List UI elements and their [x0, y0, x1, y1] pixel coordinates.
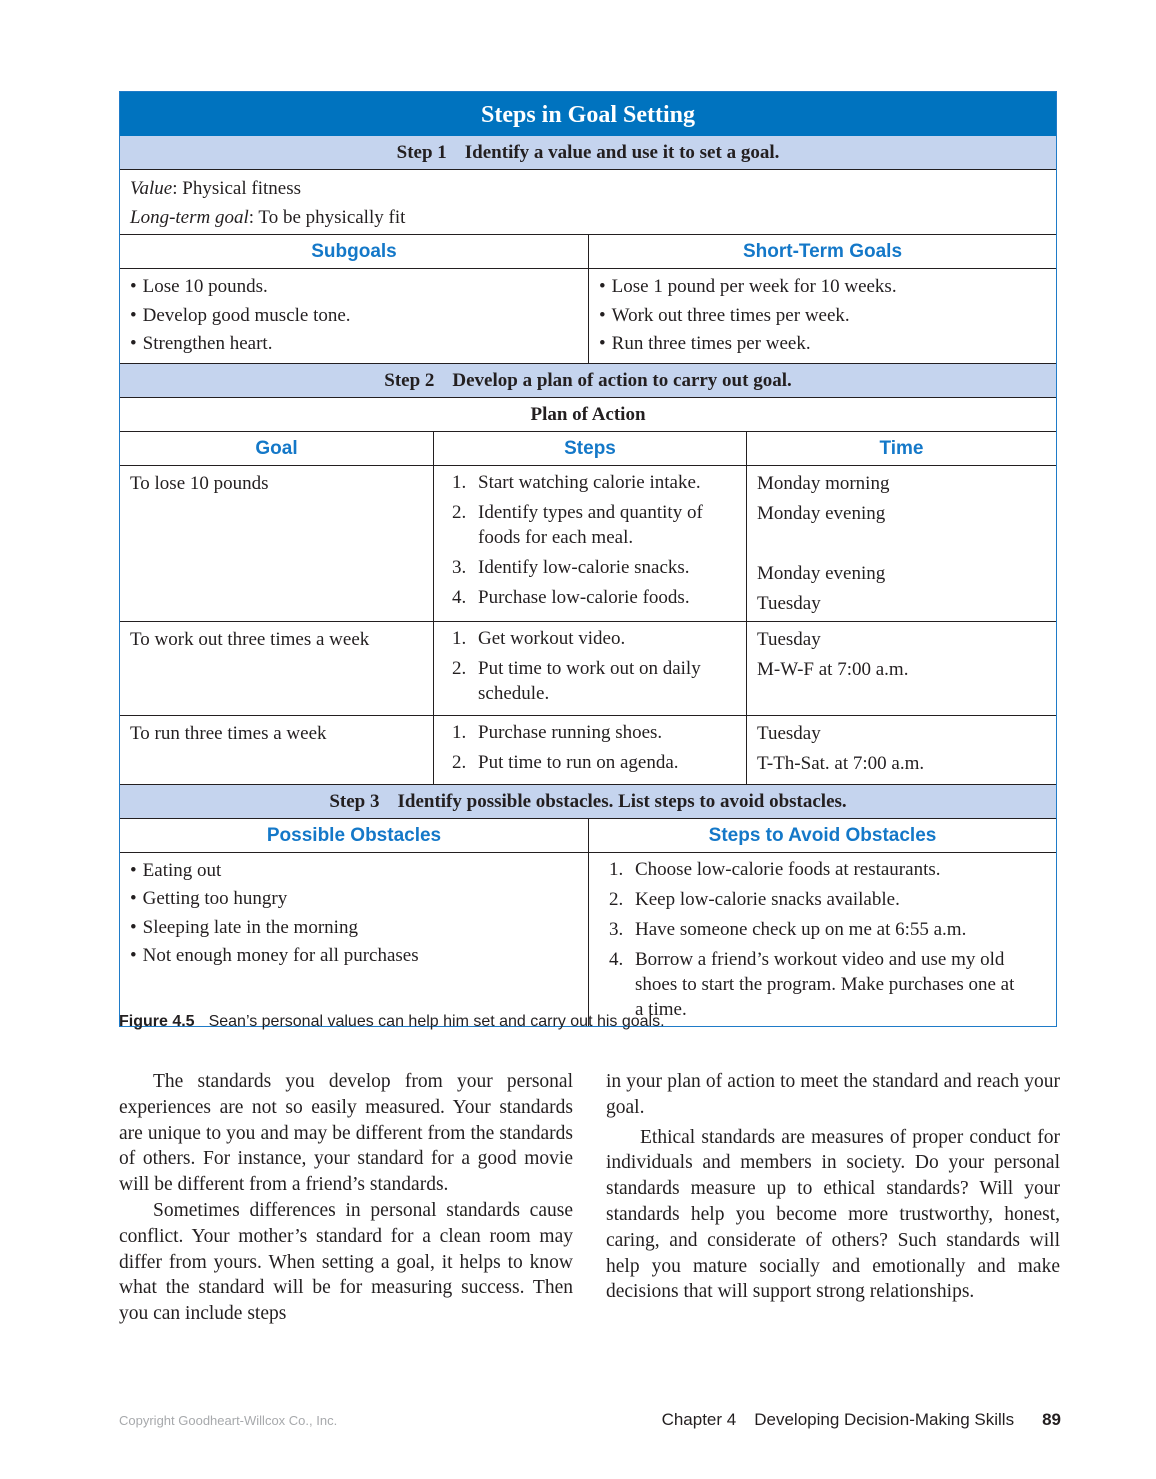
plan-time: Monday evening — [757, 562, 886, 584]
plan-step: 1. Start watching calorie intake. — [452, 471, 701, 493]
obstacle-item: • Not enough money for all purchases — [130, 942, 578, 971]
long-term-label: Long-term goal — [130, 207, 249, 228]
long-term-text: : To be physically fit — [248, 207, 406, 228]
plan-times — [746, 622, 1056, 715]
chapter-title: Developing Decision-Making Skills — [754, 1410, 1015, 1429]
short-term-list — [599, 269, 1046, 363]
step2-number: Step 2 — [384, 369, 435, 391]
obstacles-header: Possible Obstacles — [266, 824, 442, 846]
plan-step: 2. Identify types and quantity of foods for each meal. — [452, 501, 703, 548]
body-column-right — [606, 1069, 1060, 1305]
avoid-step: 2. Keep low-calorie snacks available. — [609, 888, 900, 910]
plan-goal: To work out three times a week — [130, 628, 370, 650]
subgoal-item: • Lose 10 pounds. — [130, 273, 578, 302]
step2-text: Develop a plan of action to carry out goal. — [452, 369, 792, 391]
goal-header: Goal — [255, 437, 298, 459]
caption-label: Figure 4.5 — [119, 1013, 195, 1030]
time-header: Time — [746, 432, 1056, 465]
subgoal-item: • Develop good muscle tone. — [130, 302, 578, 331]
step2-header — [120, 363, 1056, 398]
body-column-left — [119, 1069, 573, 1327]
goals-row — [120, 268, 1056, 363]
plan-step: 1. Get workout video. — [452, 627, 626, 649]
page-number: 89 — [1042, 1410, 1061, 1429]
plan-time: Tuesday — [757, 628, 821, 650]
plan-time: T-Th-Sat. at 7:00 a.m. — [757, 752, 925, 774]
obstacle-item: • Sleeping late in the morning — [130, 914, 578, 943]
caption-text: Sean’s personal values can help him set and carry out his goals. — [208, 1013, 665, 1030]
plan-step: 2. Put time to run on agenda. — [452, 751, 679, 773]
subgoals-list — [130, 269, 578, 363]
plan-time: Monday morning — [757, 472, 890, 494]
value-line — [130, 174, 1046, 203]
avoid-header: Steps to Avoid Obstacles — [588, 819, 1056, 852]
avoid-list — [609, 853, 1046, 1026]
goal-setting-figure — [119, 91, 1057, 1027]
plan-goal: To lose 10 pounds — [130, 472, 269, 494]
step1-text: Identify a value and use it to set a goal. — [464, 142, 780, 163]
plan-time: Tuesday — [757, 722, 821, 744]
plan-row — [120, 621, 1056, 715]
body-paragraph: The standards you develop from your personal experiences are not so easily measured. Your standards are unique to you and may be different from the standards of others. For instance, your standard for a good movie will be different from a friend’s standards. — [119, 1071, 573, 1196]
obstacle-item: • Eating out — [130, 857, 578, 886]
plan-steps — [433, 466, 746, 621]
figure-caption — [119, 1013, 665, 1031]
obstacles-list — [130, 853, 578, 975]
body-paragraph: Ethical standards are measures of proper conduct for individuals and members in society. Do your personal standards measure up to ethical standards? Will your standards help you become more trustworthy, honest, caring, and considerate of others? Such standards will help you mature socially and emotionally and make decisions that will support strong relationships. — [606, 1126, 1060, 1303]
steps-header: Steps — [433, 432, 746, 465]
plan-time: Tuesday — [757, 592, 821, 614]
body-paragraph: in your plan of action to meet the standard and reach your goal. — [606, 1071, 1060, 1118]
step1-header — [120, 136, 1056, 170]
body-paragraph: Sometimes differences in personal standards cause conflict. Your mother’s standard for a clean room may differ from yours. When setting a goal, it helps to know what the standard will be for measuring success. Then you can include steps — [119, 1199, 573, 1325]
plan-steps-list — [452, 466, 736, 619]
plan-of-action-title: Plan of Action — [530, 403, 646, 425]
avoid-step: 3. Have someone check up on me at 6:55 a.m. — [609, 918, 967, 940]
goals-header-row — [120, 234, 1056, 268]
figure-title: Steps in Goal Setting — [120, 92, 1056, 136]
plan-steps-list — [452, 716, 736, 784]
copyright-notice: Copyright Goodheart-Willcox Co., Inc. — [119, 1413, 338, 1428]
obstacles-cell — [120, 853, 588, 1026]
plan-steps — [433, 622, 746, 715]
value-label: Value — [130, 178, 173, 199]
short-term-header: Short-Term Goals — [588, 235, 1056, 268]
plan-step: 4. Purchase low-calorie foods. — [452, 586, 690, 608]
step3-text: Identify possible obstacles. List steps to avoid obstacles. — [397, 790, 847, 812]
chapter-label: Chapter 4 — [661, 1410, 737, 1429]
plan-times — [746, 716, 1056, 784]
plan-steps-list — [452, 622, 736, 715]
value-block — [120, 170, 1056, 234]
value-text: : Physical fitness — [172, 178, 301, 199]
subgoals-cell — [120, 269, 588, 363]
plan-row — [120, 465, 1056, 621]
obstacles-row — [120, 852, 1056, 1026]
subgoal-item: • Strengthen heart. — [130, 330, 578, 359]
running-footer — [662, 1410, 1061, 1430]
subgoals-header: Subgoals — [311, 241, 397, 262]
obstacles-header-row — [120, 819, 1056, 852]
plan-time: M-W-F at 7:00 a.m. — [757, 658, 909, 680]
plan-time: Monday evening — [757, 502, 886, 524]
step3-number: Step 3 — [329, 790, 380, 812]
plan-steps — [433, 716, 746, 784]
obstacle-item: • Getting too hungry — [130, 885, 578, 914]
short-term-item: • Work out three times per week. — [599, 302, 1046, 331]
plan-step: 3. Identify low-calorie snacks. — [452, 556, 690, 578]
step1-number: Step 1 — [396, 142, 447, 163]
avoid-cell — [588, 853, 1056, 1026]
plan-header-row — [120, 431, 1056, 465]
plan-step: 2. Put time to work out on daily schedule. — [452, 657, 701, 704]
step3-header — [120, 784, 1056, 819]
short-term-item: • Run three times per week. — [599, 330, 1046, 359]
avoid-step: 1. Choose low-calorie foods at restaurants. — [609, 858, 941, 880]
plan-step: 1. Purchase running shoes. — [452, 721, 663, 743]
short-term-item: • Lose 1 pound per week for 10 weeks. — [599, 273, 1046, 302]
long-term-line — [130, 203, 1046, 232]
plan-row — [120, 715, 1056, 784]
avoid-step: 4. Borrow a friend’s workout video and use my old shoes to start the program. Make purchases one at a time. — [609, 948, 1015, 1020]
plan-times — [746, 466, 1056, 621]
short-term-cell — [588, 269, 1056, 363]
plan-goal: To run three times a week — [130, 722, 327, 744]
